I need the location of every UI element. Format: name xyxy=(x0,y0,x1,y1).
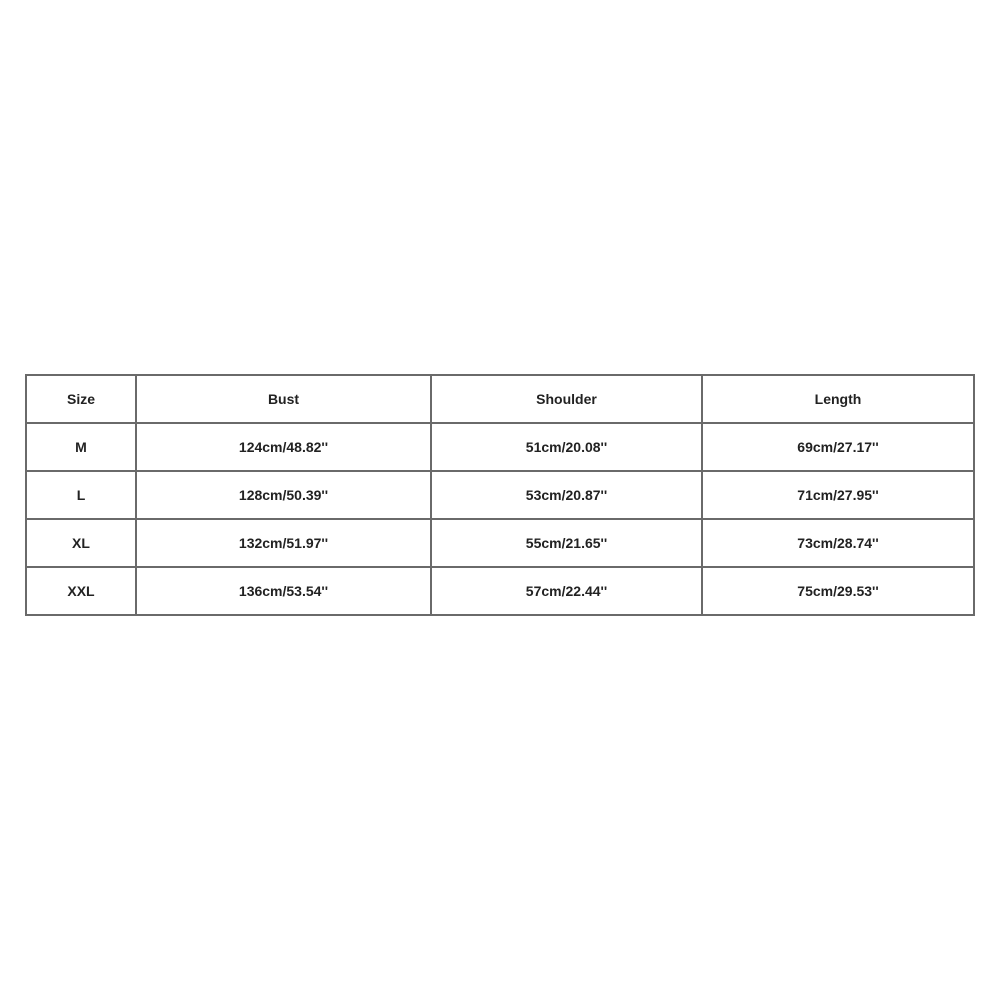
header-size: Size xyxy=(26,375,136,423)
size-cell: M xyxy=(26,423,136,471)
length-cell: 73cm/28.74'' xyxy=(702,519,974,567)
size-cell: XXL xyxy=(26,567,136,615)
size-cell: L xyxy=(26,471,136,519)
shoulder-cell: 53cm/20.87'' xyxy=(431,471,702,519)
header-shoulder: Shoulder xyxy=(431,375,702,423)
shoulder-cell: 57cm/22.44'' xyxy=(431,567,702,615)
header-bust: Bust xyxy=(136,375,431,423)
length-cell: 75cm/29.53'' xyxy=(702,567,974,615)
length-cell: 71cm/27.95'' xyxy=(702,471,974,519)
table-row xyxy=(26,567,974,615)
bust-cell: 132cm/51.97'' xyxy=(136,519,431,567)
table-row xyxy=(26,519,974,567)
size-cell: XL xyxy=(26,519,136,567)
size-chart-table xyxy=(25,374,975,616)
header-row xyxy=(26,375,974,423)
shoulder-cell: 55cm/21.65'' xyxy=(431,519,702,567)
bust-cell: 128cm/50.39'' xyxy=(136,471,431,519)
bust-cell: 124cm/48.82'' xyxy=(136,423,431,471)
header-length: Length xyxy=(702,375,974,423)
table-row xyxy=(26,471,974,519)
bust-cell: 136cm/53.54'' xyxy=(136,567,431,615)
table-row xyxy=(26,423,974,471)
shoulder-cell: 51cm/20.08'' xyxy=(431,423,702,471)
length-cell: 69cm/27.17'' xyxy=(702,423,974,471)
